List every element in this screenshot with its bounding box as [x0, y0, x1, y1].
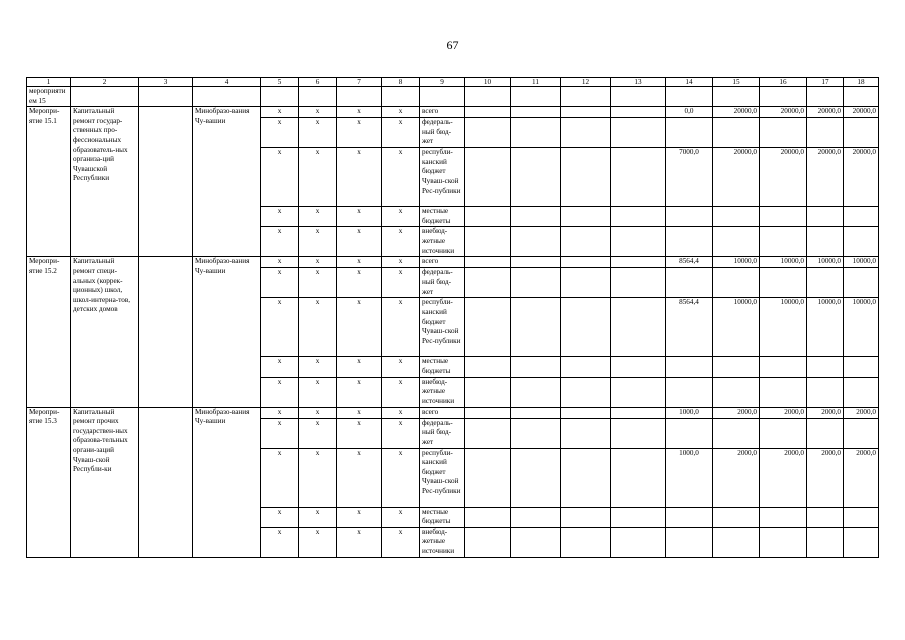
empty-cell — [760, 357, 807, 377]
empty-cell — [511, 257, 561, 268]
empty-cell — [807, 227, 844, 257]
empty-cell — [713, 207, 760, 227]
x-mark: x — [261, 207, 299, 227]
empty-cell — [713, 418, 760, 448]
x-mark: x — [382, 407, 420, 418]
x-mark: x — [382, 418, 420, 448]
x-mark: x — [382, 107, 420, 118]
header-cell: 14 — [666, 78, 713, 87]
event-executor: Минобразо-вания Чу-вашии — [193, 407, 261, 557]
x-mark: x — [299, 148, 337, 207]
empty-cell — [666, 507, 713, 527]
empty-cell — [465, 257, 511, 268]
header-cell: 16 — [760, 78, 807, 87]
x-mark: x — [337, 268, 382, 298]
x-mark: x — [299, 257, 337, 268]
empty-cell — [465, 118, 511, 148]
empty-cell — [844, 227, 879, 257]
empty-cell — [844, 357, 879, 377]
amount-cell: 20000,0 — [760, 148, 807, 207]
x-mark: x — [261, 268, 299, 298]
empty-cell — [611, 407, 666, 418]
amount-cell: 2000,0 — [807, 407, 844, 418]
header-cell: 2 — [71, 78, 139, 87]
empty-cell — [713, 357, 760, 377]
header-cell: 9 — [420, 78, 465, 87]
empty-cell — [511, 377, 561, 407]
x-mark: x — [299, 298, 337, 357]
empty-cell — [844, 207, 879, 227]
empty-cell — [139, 407, 193, 557]
empty-cell — [511, 507, 561, 527]
empty-cell — [760, 527, 807, 557]
x-mark: x — [261, 257, 299, 268]
empty-cell — [611, 448, 666, 507]
x-mark: x — [299, 357, 337, 377]
funding-source: местные бюджеты — [420, 507, 465, 527]
header-cell: 12 — [561, 78, 611, 87]
funding-source: внебюд-жетные источники — [420, 527, 465, 557]
empty-cell — [465, 298, 511, 357]
amount-cell: 8564,4 — [666, 257, 713, 268]
empty-cell — [561, 377, 611, 407]
empty-cell — [465, 507, 511, 527]
x-mark: x — [261, 227, 299, 257]
empty-cell — [844, 527, 879, 557]
x-mark: x — [299, 207, 337, 227]
amount-cell: 2000,0 — [713, 407, 760, 418]
amount-cell: 10000,0 — [760, 257, 807, 268]
empty-cell — [611, 227, 666, 257]
empty-cell — [561, 107, 611, 118]
empty-cell — [561, 527, 611, 557]
funding-source: всего — [420, 407, 465, 418]
x-mark: x — [382, 298, 420, 357]
x-mark: x — [337, 107, 382, 118]
x-mark: x — [382, 527, 420, 557]
empty-cell — [561, 207, 611, 227]
empty-cell — [611, 357, 666, 377]
empty-cell — [511, 148, 561, 207]
empty-cell — [713, 507, 760, 527]
empty-cell — [511, 268, 561, 298]
x-mark: x — [261, 107, 299, 118]
x-mark: x — [382, 148, 420, 207]
x-mark: x — [382, 257, 420, 268]
x-mark: x — [299, 107, 337, 118]
empty-cell — [760, 118, 807, 148]
funding-source: местные бюджеты — [420, 357, 465, 377]
funding-source: всего — [420, 257, 465, 268]
table-row — [27, 257, 879, 268]
empty-cell — [713, 527, 760, 557]
header-cell: 3 — [139, 78, 193, 87]
empty-cell — [511, 107, 561, 118]
amount-cell: 2000,0 — [760, 448, 807, 507]
x-mark: x — [261, 448, 299, 507]
empty-cell — [511, 227, 561, 257]
x-mark: x — [337, 377, 382, 407]
program-table — [26, 77, 879, 558]
funding-source: федераль-ный бюд-жет — [420, 268, 465, 298]
amount-cell: 20000,0 — [713, 148, 760, 207]
amount-cell: 10000,0 — [807, 257, 844, 268]
empty-cell — [561, 418, 611, 448]
event-name: Капитальный ремонт государ-ственных про-фессиональных образователь-ных организа-ций Чувашской Республики — [71, 107, 139, 257]
empty-cell — [666, 207, 713, 227]
empty-cell — [465, 448, 511, 507]
empty-cell — [465, 357, 511, 377]
empty-cell — [713, 227, 760, 257]
empty-cell — [465, 107, 511, 118]
empty-cell — [844, 377, 879, 407]
x-mark: x — [299, 418, 337, 448]
amount-cell: 10000,0 — [713, 257, 760, 268]
funding-source: республи-канский бюджет Чуваш-ской Рес-публики — [420, 448, 465, 507]
header-cell: 1 — [27, 78, 71, 87]
empty-cell — [561, 227, 611, 257]
amount-cell: 8564,4 — [666, 298, 713, 357]
empty-cell — [713, 118, 760, 148]
amount-cell: 10000,0 — [807, 298, 844, 357]
x-mark: x — [382, 448, 420, 507]
amount-cell: 7000,0 — [666, 148, 713, 207]
empty-cell — [561, 118, 611, 148]
empty-cell — [807, 377, 844, 407]
empty-cell — [465, 418, 511, 448]
empty-cell — [713, 268, 760, 298]
x-mark: x — [299, 407, 337, 418]
empty-cell — [611, 207, 666, 227]
x-mark: x — [299, 507, 337, 527]
amount-cell: 0,0 — [666, 107, 713, 118]
amount-cell: 20000,0 — [713, 107, 760, 118]
empty-cell — [465, 148, 511, 207]
empty-cell — [760, 418, 807, 448]
funding-source: местные бюджеты — [420, 207, 465, 227]
x-mark: x — [382, 118, 420, 148]
empty-cell — [465, 527, 511, 557]
x-mark: x — [261, 118, 299, 148]
funding-source: всего — [420, 107, 465, 118]
empty-cell — [807, 507, 844, 527]
x-mark: x — [299, 227, 337, 257]
event-id: Меропри-ятие 15.2 — [27, 257, 71, 407]
amount-cell: 20000,0 — [844, 107, 879, 118]
funding-source: федераль-ный бюд-жет — [420, 418, 465, 448]
x-mark: x — [261, 298, 299, 357]
amount-cell: 2000,0 — [844, 407, 879, 418]
x-mark: x — [382, 507, 420, 527]
event-executor: Минобразо-вания Чу-вашии — [193, 107, 261, 257]
empty-cell — [760, 507, 807, 527]
empty-cell — [511, 407, 561, 418]
header-cell: 4 — [193, 78, 261, 87]
funding-source: республи-канский бюджет Чуваш-ской Рес-публики — [420, 148, 465, 207]
x-mark: x — [382, 207, 420, 227]
empty-cell — [844, 118, 879, 148]
event-id: Меропри-ятие 15.1 — [27, 107, 71, 257]
empty-cell — [465, 207, 511, 227]
empty-cell — [666, 527, 713, 557]
empty-cell — [713, 377, 760, 407]
empty-cell — [666, 268, 713, 298]
event-id: Меропри-ятие 15.3 — [27, 407, 71, 557]
x-mark: x — [337, 227, 382, 257]
page-number: 67 — [446, 38, 459, 52]
x-mark: x — [337, 448, 382, 507]
empty-cell — [807, 357, 844, 377]
amount-cell: 10000,0 — [844, 298, 879, 357]
x-mark: x — [299, 377, 337, 407]
empty-cell — [844, 268, 879, 298]
x-mark: x — [261, 357, 299, 377]
x-mark: x — [299, 448, 337, 507]
header-cell: 5 — [261, 78, 299, 87]
x-mark: x — [337, 148, 382, 207]
header-cell: 6 — [299, 78, 337, 87]
intro-cell: мероприятием 15 — [27, 87, 71, 107]
event-name: Капитальный ремонт специ-альных (коррек-ционных) школ, школ-интерна-тов, детских домов — [71, 257, 139, 407]
empty-cell — [760, 377, 807, 407]
empty-cell — [666, 418, 713, 448]
empty-cell — [807, 418, 844, 448]
empty-cell — [511, 118, 561, 148]
empty-cell — [611, 298, 666, 357]
empty-cell — [807, 527, 844, 557]
empty-cell — [611, 257, 666, 268]
empty-cell — [611, 118, 666, 148]
x-mark: x — [261, 507, 299, 527]
empty-cell — [807, 268, 844, 298]
x-mark: x — [337, 407, 382, 418]
intro-row — [27, 87, 879, 107]
amount-cell: 20000,0 — [844, 148, 879, 207]
amount-cell: 1000,0 — [666, 407, 713, 418]
x-mark: x — [382, 377, 420, 407]
x-mark: x — [299, 268, 337, 298]
x-mark: x — [337, 527, 382, 557]
empty-cell — [844, 418, 879, 448]
empty-cell — [511, 298, 561, 357]
empty-cell — [561, 257, 611, 268]
funding-source: федераль-ный бюд-жет — [420, 118, 465, 148]
x-mark: x — [261, 527, 299, 557]
x-mark: x — [337, 257, 382, 268]
header-cell: 15 — [713, 78, 760, 87]
x-mark: x — [337, 207, 382, 227]
amount-cell: 20000,0 — [807, 107, 844, 118]
empty-cell — [611, 418, 666, 448]
amount-cell: 10000,0 — [713, 298, 760, 357]
event-name: Капитальный ремонт прочих государствен-ных образова-тельных органи-заций Чуваш-ской Республи-ки — [71, 407, 139, 557]
x-mark: x — [337, 118, 382, 148]
header-row — [27, 78, 879, 87]
empty-cell — [760, 207, 807, 227]
amount-cell: 2000,0 — [760, 407, 807, 418]
amount-cell: 20000,0 — [807, 148, 844, 207]
header-cell: 17 — [807, 78, 844, 87]
x-mark: x — [337, 298, 382, 357]
empty-cell — [844, 507, 879, 527]
empty-cell — [807, 118, 844, 148]
header-cell: 13 — [611, 78, 666, 87]
x-mark: x — [261, 148, 299, 207]
empty-cell — [561, 507, 611, 527]
empty-cell — [611, 527, 666, 557]
empty-cell — [511, 207, 561, 227]
empty-cell — [561, 357, 611, 377]
amount-cell: 1000,0 — [666, 448, 713, 507]
empty-cell — [465, 407, 511, 418]
amount-cell: 20000,0 — [760, 107, 807, 118]
empty-cell — [666, 118, 713, 148]
empty-cell — [511, 527, 561, 557]
x-mark: x — [261, 407, 299, 418]
funding-source: внебюд-жетные источники — [420, 377, 465, 407]
x-mark: x — [382, 357, 420, 377]
empty-cell — [465, 377, 511, 407]
header-cell: 18 — [844, 78, 879, 87]
x-mark: x — [382, 268, 420, 298]
table-row — [27, 407, 879, 418]
table-row — [27, 107, 879, 118]
header-cell: 11 — [511, 78, 561, 87]
funding-source: республи-канский бюджет Чуваш-ской Рес-публики — [420, 298, 465, 357]
amount-cell: 2000,0 — [807, 448, 844, 507]
empty-cell — [465, 268, 511, 298]
amount-cell: 2000,0 — [713, 448, 760, 507]
empty-cell — [611, 107, 666, 118]
x-mark: x — [299, 527, 337, 557]
empty-cell — [760, 227, 807, 257]
empty-cell — [561, 448, 611, 507]
empty-cell — [611, 377, 666, 407]
empty-cell — [465, 227, 511, 257]
empty-cell — [611, 268, 666, 298]
header-cell: 7 — [337, 78, 382, 87]
empty-cell — [611, 507, 666, 527]
header-cell: 8 — [382, 78, 420, 87]
empty-cell — [666, 227, 713, 257]
amount-cell: 10000,0 — [844, 257, 879, 268]
empty-cell — [666, 357, 713, 377]
empty-cell — [561, 407, 611, 418]
funding-source: внебюд-жетные источники — [420, 227, 465, 257]
amount-cell: 2000,0 — [844, 448, 879, 507]
x-mark: x — [261, 418, 299, 448]
x-mark: x — [299, 118, 337, 148]
x-mark: x — [261, 377, 299, 407]
x-mark: x — [337, 418, 382, 448]
empty-cell — [760, 268, 807, 298]
x-mark: x — [382, 227, 420, 257]
empty-cell — [511, 357, 561, 377]
empty-cell — [666, 377, 713, 407]
x-mark: x — [337, 357, 382, 377]
empty-cell — [139, 107, 193, 257]
empty-cell — [561, 148, 611, 207]
event-executor: Минобразо-вания Чу-вашии — [193, 257, 261, 407]
empty-cell — [807, 207, 844, 227]
empty-cell — [139, 257, 193, 407]
x-mark: x — [337, 507, 382, 527]
empty-cell — [511, 418, 561, 448]
empty-cell — [511, 448, 561, 507]
amount-cell: 10000,0 — [760, 298, 807, 357]
empty-cell — [561, 268, 611, 298]
empty-cell — [611, 148, 666, 207]
empty-cell — [561, 298, 611, 357]
header-cell: 10 — [465, 78, 511, 87]
